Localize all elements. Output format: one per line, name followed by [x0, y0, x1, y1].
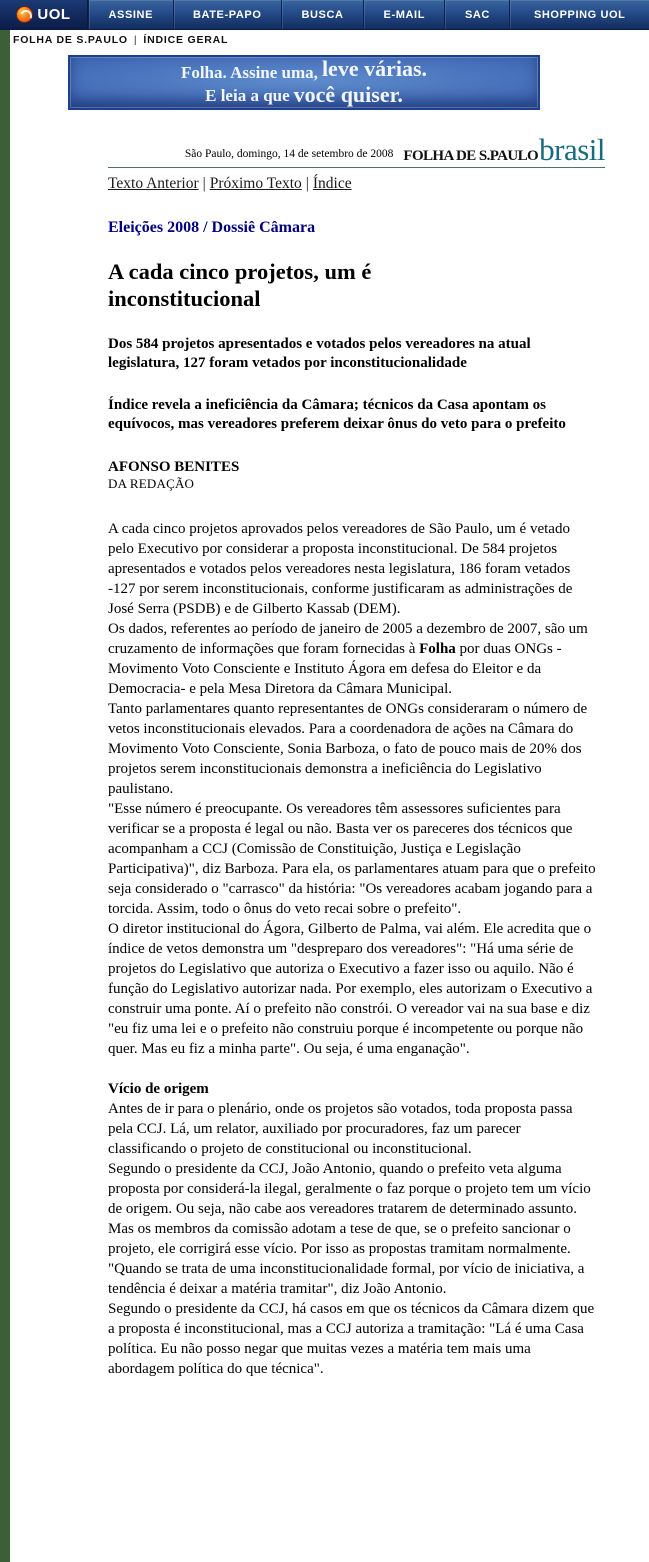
banner-text: Folha. Assine uma,: [180, 63, 318, 82]
paragraph: [108, 619, 598, 699]
topnav-item-bate-papo[interactable]: BATE-PAPO: [173, 0, 282, 29]
masthead-separator: |: [133, 33, 138, 46]
paragraph: A cada cinco projetos aprovados pelos vereadores de São Paulo, um é vetado pelo Executivo por considerar a proposta inconstitucional. De 584 projetos apresentados e votados pelos vereadores nesta legislatura, 186 foram vetados -127 por serem inconstitucionais, conforme justificaram as administrações de José Serra (PSDB) e de Gilberto Kassab (DEM).: [108, 521, 573, 617]
article-column: [108, 132, 605, 1379]
banner-text: E leia a que: [205, 86, 290, 105]
article-deck-2: Índice revela a ineficiência da Câmara; técnicos da Casa apontam os equívocos, mas vereadores preferem deixar ônus do veto para o prefeito: [108, 397, 566, 432]
topnav-item-shopping-uol[interactable]: SHOPPING UOL: [509, 0, 649, 29]
article-body: [108, 519, 598, 1379]
paragraph: O diretor institucional do Ágora, Gilberto de Palma, vai além. Ele acredita que o índice de vetos demonstra um "despreparo dos vereadores": "Há uma série de projetos do Legislativo que autoriza o Executivo a fazer isso ou aquilo. Não é função do Legislativo autorizar nada. Por exemplo, eles autorizam o Executivo a construir uma ponte. Aí o prefeito não constrói. O vereador vai na sua base e diz "eu fiz uma lei e o prefeito não construiu porque é incompetente ou porque não quer. Mas eu fiz a minha parte". Ou seja, é uma enganação".: [108, 921, 593, 1057]
paragraph: Mas os membros da comissão adotam a tese de que, se o prefeito sancionar o projeto, ele corrigirá esse vício. Por isso as propostas tramitam normalmente. "Quando se trata de uma inconstitucionalidade formal, por vício de iniciativa, a tendência é deixar a matéria tramitar", diz João Antonio.: [108, 1221, 585, 1297]
byline-author: AFONSO BENITES: [108, 459, 240, 475]
header-rule: [108, 167, 605, 168]
topnav-item-busca[interactable]: BUSCA: [281, 0, 363, 29]
masthead-bar: [10, 31, 649, 48]
paragraph: Tanto parlamentares quanto representantes de ONGs consideraram o número de vetos inconstitucionais elevados. Para a coordenadora de ações na Câmara do Movimento Voto Consciente, Sonia Barboza, o fato de pouco mais de 20% dos projetos serem inconstitucionais demonstra a ineficiência do Legislativo paulistano.: [108, 701, 588, 797]
uol-circle-icon: [16, 6, 33, 23]
section-kicker: Eleições 2008 / Dossiê Câmara: [108, 219, 316, 236]
paragraph-text: por duas ONGs -Movimento Voto Consciente e Instituto Ágora em defesa do Eleitor e da Democracia- e pela Mesa Diretora da Câmara Municipal.: [108, 641, 562, 697]
topnav-item-email[interactable]: E-MAIL: [363, 0, 444, 29]
paragraph: Segundo o presidente da CCJ, João Antonio, quando o prefeito veta alguma proposta por considerá-la ilegal, geralmente o faz porque o projeto tem um vício de origem. Ou seja, não cabe aos vereadores tratarem de determinado assunto.: [108, 1161, 591, 1217]
topnav-item-sac[interactable]: SAC: [444, 0, 509, 29]
uol-logo-text: UOL: [37, 6, 71, 23]
byline-org: DA REDAÇÃO: [108, 476, 195, 491]
article-deck-1: Dos 584 projetos apresentados e votados pelos vereadores na atual legislatura, 127 foram vetados por inconstitucionalidade: [108, 336, 531, 371]
banner-text-large: leve várias.: [321, 56, 428, 81]
folha-nameplate: FOLHA DE S.PAULO: [403, 148, 539, 164]
banner-ad[interactable]: [68, 55, 540, 110]
next-text-link[interactable]: Próximo Texto: [209, 175, 302, 192]
textnav-separator: |: [305, 175, 309, 192]
banner-line-1: [180, 56, 428, 82]
paragraph-text: Os dados, referentes ao período de janeiro de 2005 a dezembro de 2007, são um cruzamento de informações que foram fornecidas à: [108, 621, 588, 657]
paragraph: "Esse número é preocupante. Os vereadores têm assessores suficientes para verificar se a proposta é legal ou não. Basta ver os pareceres dos técnicos que acompanham a CCJ (Comissão de Constituição, Justiça e Legislação Participativa)", diz Barboza. Para ela, os parlamentares atuam para que o prefeito seja considerado o "carrasco" da história: "Os vereadores acabam jogando para a torcida. Assim, todo o ônus do veto recai sobre o prefeito".: [108, 801, 596, 917]
uol-logo[interactable]: [0, 0, 88, 29]
banner-text-large: você quiser.: [293, 82, 403, 107]
article-headline: A cada cinco projetos, um é inconstitucional: [108, 259, 372, 311]
banner-line-2: [205, 83, 403, 105]
previous-text-link[interactable]: Texto Anterior: [108, 175, 199, 192]
text-navigation: [108, 175, 605, 193]
byline: [108, 459, 605, 492]
paragraph: Antes de ir para o plenário, onde os projetos são votados, toda proposta passa pela CCJ. Lá, um relator, auxiliado por procuradores, faz um parecer classificando o projeto de constitucional ou inconstitucional.: [108, 1101, 573, 1157]
masthead-folha-link[interactable]: FOLHA DE S.PAULO: [13, 33, 128, 46]
masthead-indice-geral-link[interactable]: ÍNDICE GERAL: [143, 33, 229, 46]
topnav-item-assine[interactable]: ASSINE: [88, 0, 173, 29]
index-link[interactable]: Índice: [312, 175, 352, 192]
paragraph: Segundo o presidente da CCJ, há casos em que os técnicos da Câmara dizem que a proposta é inconstitucional, mas a CCJ autoriza a tramitação: "Lá é uma Casa política. Eu não posso negar que muitas vezes a matéria tem mais uma abordagem política do que técnica".: [108, 1301, 595, 1377]
textnav-separator: |: [202, 175, 206, 192]
brasil-section-logo: brasil: [539, 132, 605, 167]
article-subhead: Vício de origem: [108, 1081, 209, 1097]
folha-bold-mention: Folha: [419, 641, 456, 657]
left-edge-strip: [0, 0, 10, 1562]
dateline: São Paulo, domingo, 14 de setembro de 2008: [184, 148, 394, 160]
folha-brasil-logo: [403, 132, 605, 167]
uol-topnav: [0, 0, 649, 30]
dateline-row: [108, 132, 605, 167]
